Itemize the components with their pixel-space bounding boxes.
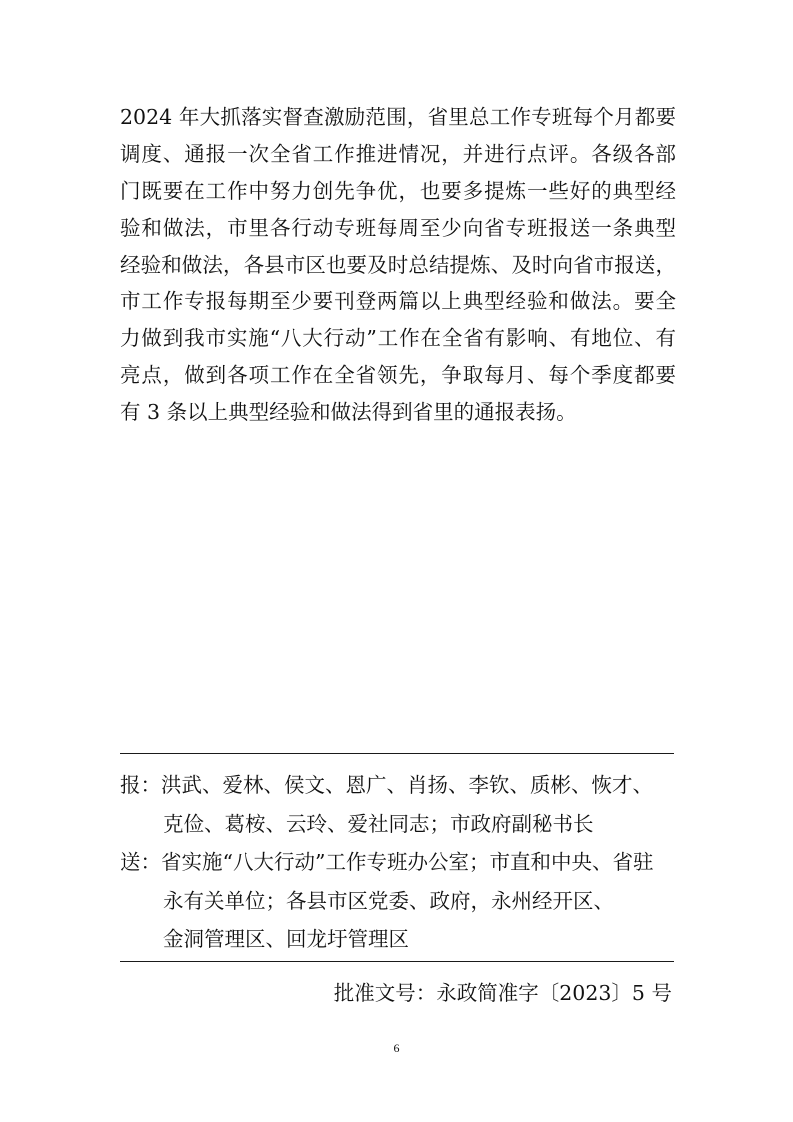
body-line: 市工作专报每期至少要刊登两篇以上典型经验和做法。要全 [120, 289, 676, 314]
body-line: 亮点，做到各项工作在全省领先，争取每月、每个季度都要 [120, 363, 676, 388]
report-line-continued: 克俭、葛桉、云玲、爱社同志；市政府副秘书长 [163, 811, 594, 836]
body-line: 门既要在工作中努力创先争优，也要多提炼一些好的典型经 [120, 178, 676, 203]
body-line: 力做到我市实施“八大行动”工作在全省有影响、有地位、有 [120, 326, 676, 351]
send-label: 送： [120, 850, 161, 874]
body-line: 有 3 条以上典型经验和做法得到省里的通报表扬。 [120, 400, 577, 425]
distribution-top-rule [120, 753, 674, 754]
send-recipients: 省实施“八大行动”工作专班办公室；市直和中央、省驻 [161, 850, 654, 874]
body-paragraph [120, 99, 676, 431]
distribution-bottom-rule [120, 961, 674, 962]
body-line: 2024 年大抓落实督查激励范围，省里总工作专班每个月都要 [120, 105, 676, 129]
report-recipients: 洪武、爱林、侯文、恩广、肖扬、李钦、质彬、恢才、 [161, 773, 653, 797]
send-line [120, 843, 676, 882]
body-line: 调度、通报一次全省工作推进情况，并进行点评。各级各部 [120, 141, 676, 166]
report-label: 报： [120, 773, 161, 797]
report-line [120, 766, 676, 805]
approval-number: 批准文号：永政简准字〔2023〕5 号 [333, 981, 672, 1005]
body-line: 验和做法，市里各行动专班每周至少向省专班报送一条典型 [120, 215, 676, 240]
page-number: 6 [393, 1041, 400, 1055]
send-line-continued: 永有关单位；各县市区党委、政府，永州经开区、 [163, 888, 614, 913]
body-line: 经验和做法，各县市区也要及时总结提炼、及时向省市报送， [120, 252, 676, 277]
send-line-continued: 金洞管理区、回龙圩管理区 [163, 927, 409, 951]
distribution-block [120, 766, 676, 959]
